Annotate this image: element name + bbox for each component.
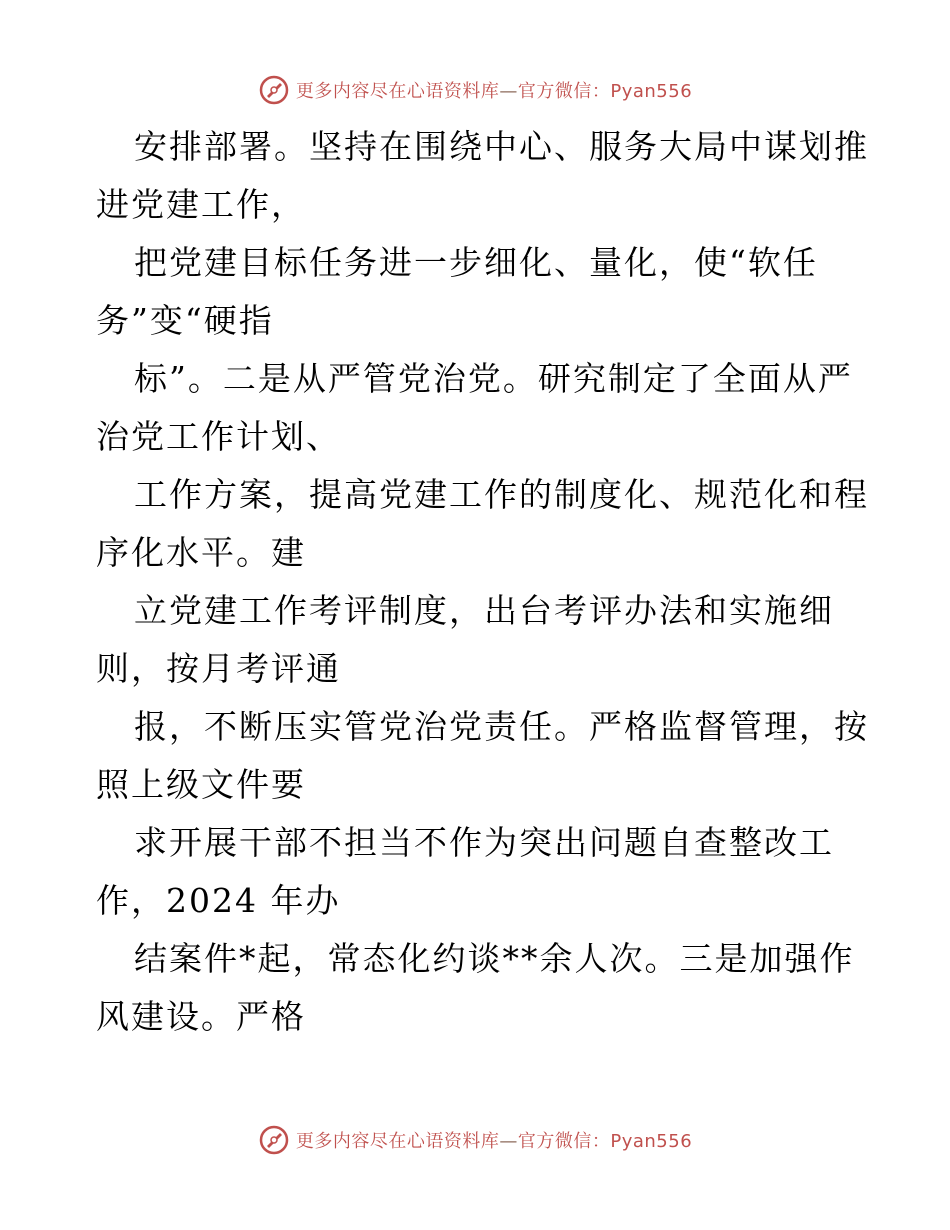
text-line: 求开展干部不担当不作为突出问题自查整改工 xyxy=(134,823,834,862)
text-line: 结案件*起，常态化约谈**余人次。三是加强作 xyxy=(134,939,855,978)
text-line: 工作方案，提高党建工作的制度化、规范化和程 xyxy=(134,475,869,514)
header-watermark-banner xyxy=(0,70,950,110)
text-line: 进党建工作， xyxy=(96,185,306,224)
text-line: 把党建目标任务进一步细化、量化，使“软任 xyxy=(134,243,818,282)
text-line: 治党工作计划、 xyxy=(96,417,341,456)
footer-banner-text: 更多内容尽在心语资料库—官方微信：Pyan556 xyxy=(295,1131,693,1152)
text-line: 立党建工作考评制度，出台考评办法和实施细 xyxy=(134,591,834,630)
text-line: 标”。二是从严管党治党。研究制定了全面从严 xyxy=(134,359,853,398)
text-line: 报，不断压实管党治党责任。严格监督管理，按 xyxy=(134,707,869,746)
footer-watermark-banner xyxy=(0,1120,950,1160)
text-line: 作，2024 年办 xyxy=(96,881,341,920)
text-line: 则，按月考评通 xyxy=(96,649,341,688)
text-line: 序化水平。建 xyxy=(96,533,306,572)
text-line: 照上级文件要 xyxy=(96,765,306,804)
header-banner-text: 更多内容尽在心语资料库—官方微信：Pyan556 xyxy=(295,81,693,102)
text-line: 安排部署。坚持在围绕中心、服务大局中谋划推 xyxy=(134,127,869,166)
text-line: 风建设。严格 xyxy=(96,997,306,1036)
logo-icon xyxy=(258,74,290,106)
document-body xyxy=(96,118,876,1046)
logo-icon xyxy=(258,1124,290,1156)
text-line: 务”变“硬指 xyxy=(96,301,274,340)
